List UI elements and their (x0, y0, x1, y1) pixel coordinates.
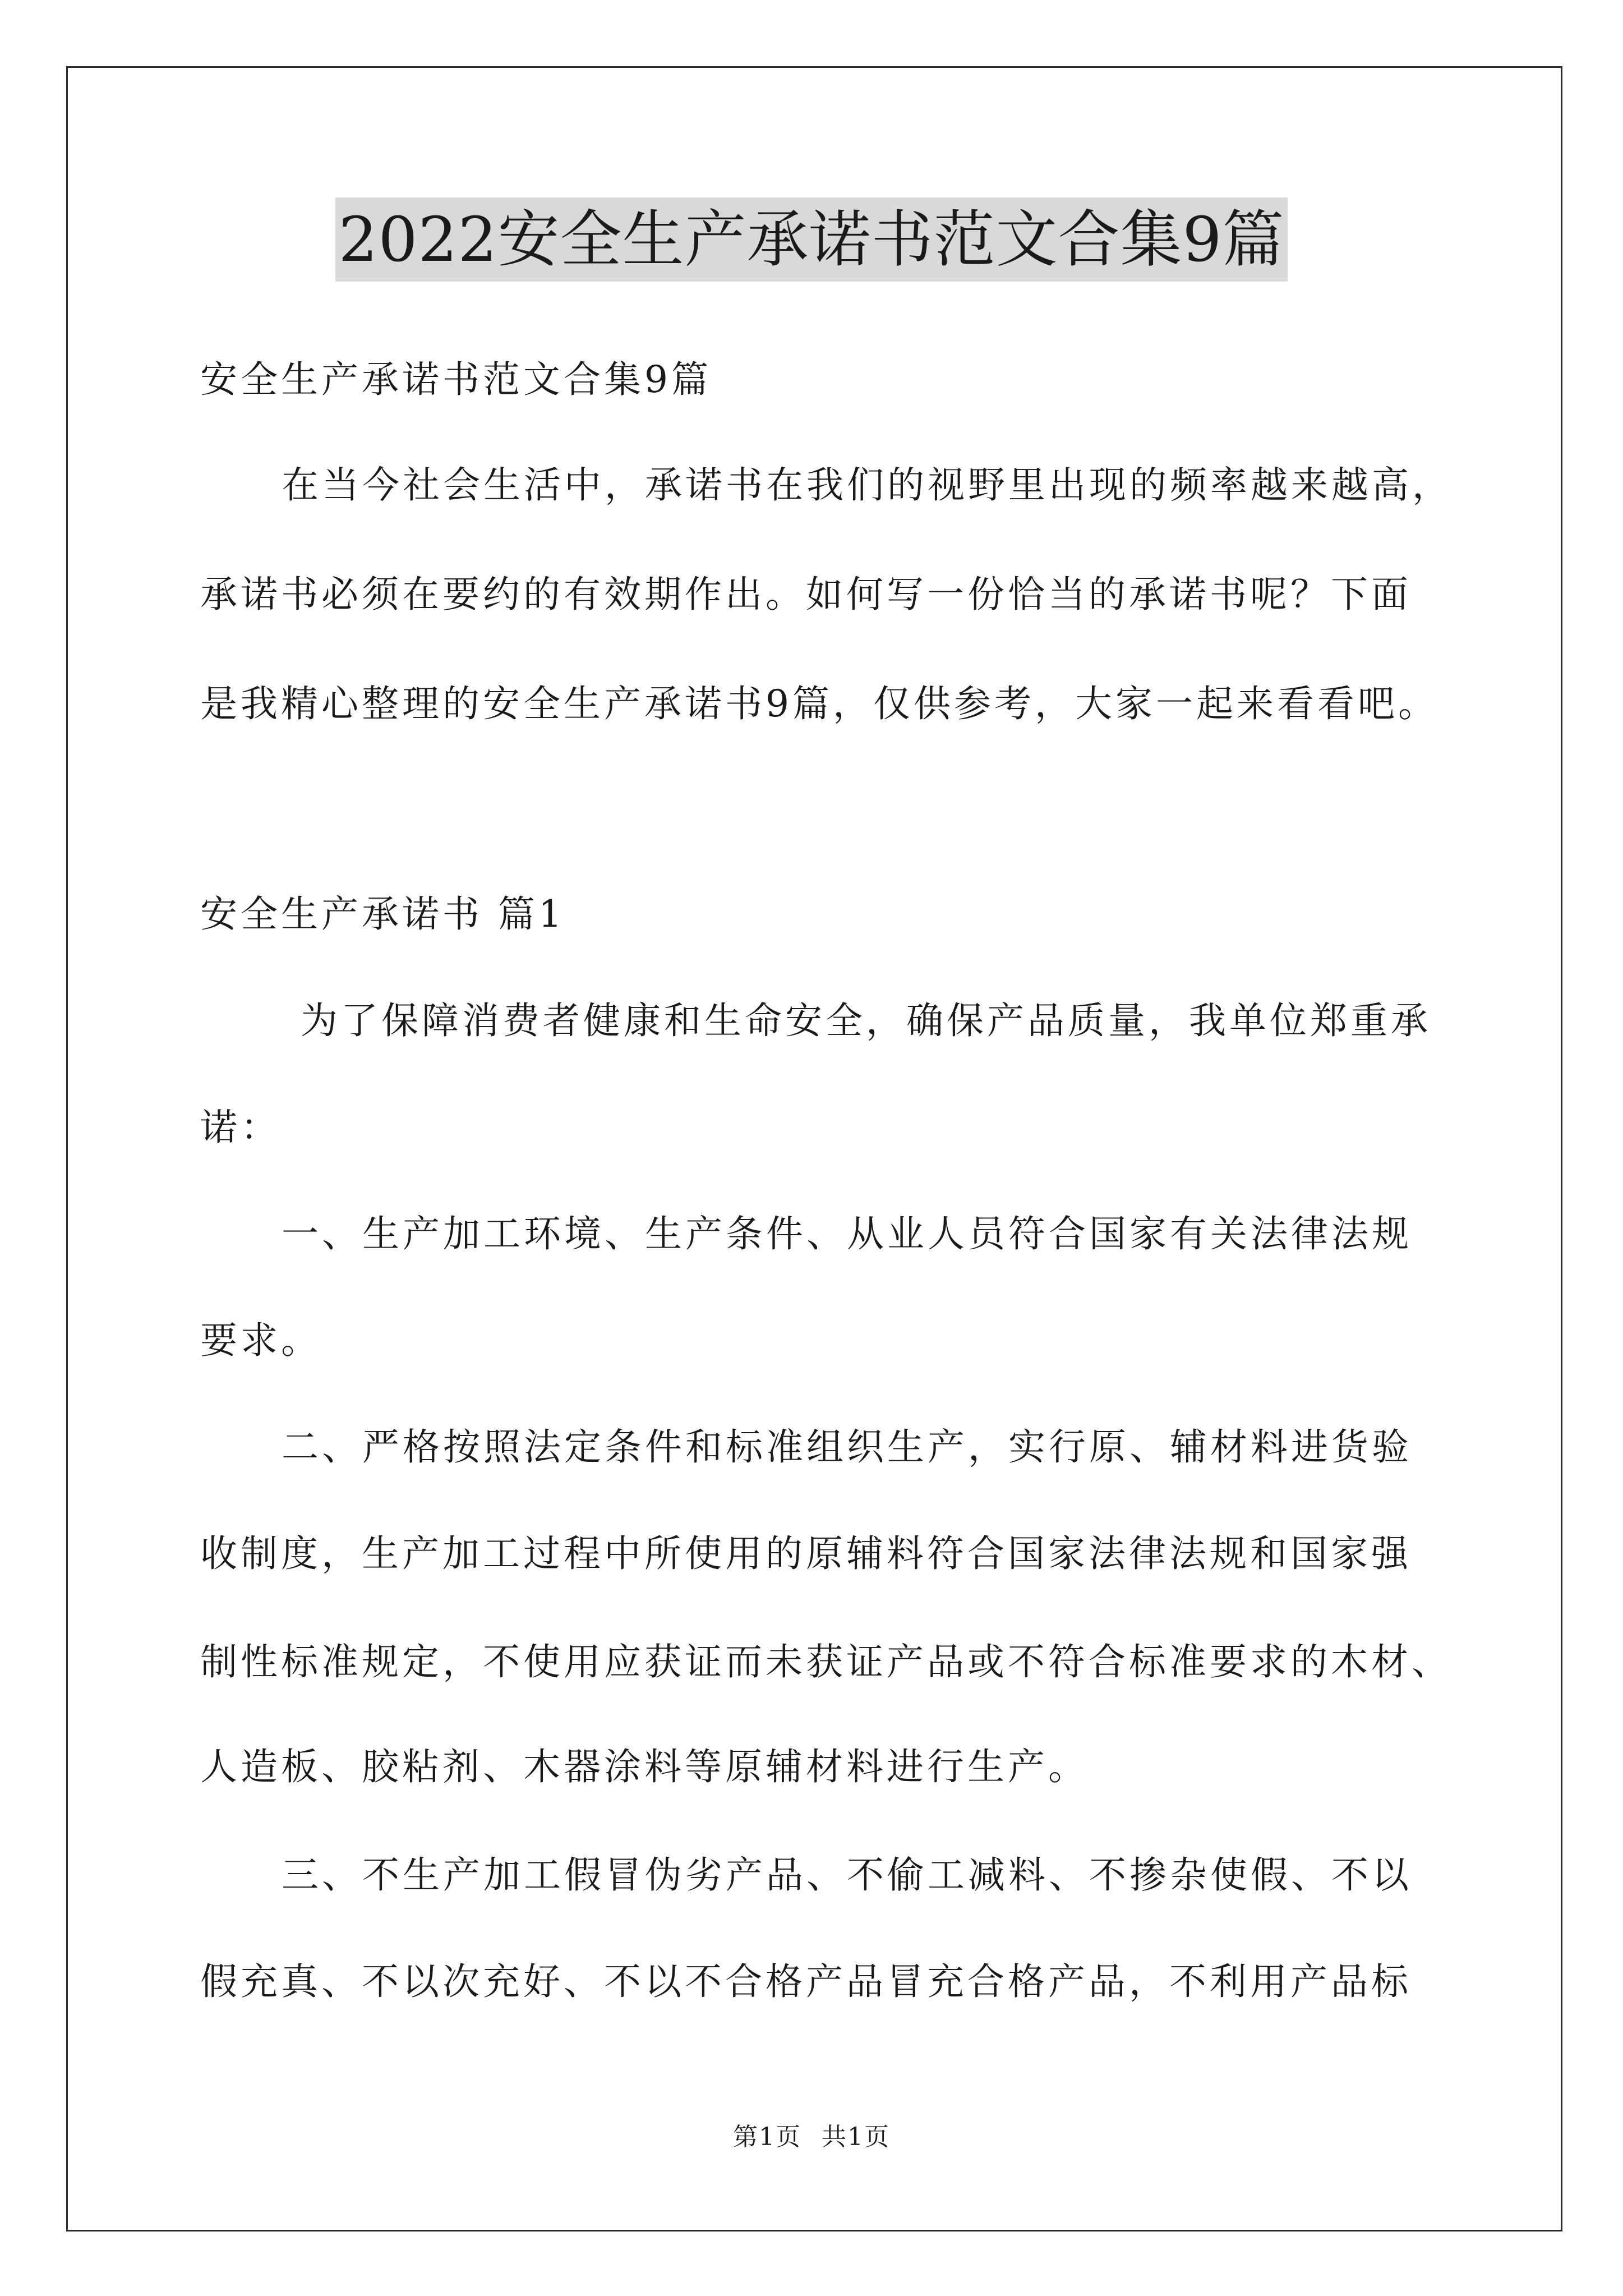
subtitle-line: 安全生产承诺书范文合集9篇 (200, 358, 712, 401)
paragraph-line: 诺： (200, 1106, 281, 1149)
intro-line-3: 是我精心整理的安全生产承诺书9篇，仅供参考，大家一起来看看吧。 (200, 682, 1438, 725)
intro-line-2: 承诺书必须在要约的有效期作出。如何写一份恰当的承诺书呢？下面 (200, 573, 1412, 616)
paragraph-line: 人造板、胶粘剂、木器涂料等原辅材料进行生产。 (200, 1745, 1089, 1788)
section-heading: 安全生产承诺书 篇1 (200, 892, 565, 936)
title-container (0, 197, 1623, 282)
paragraph-line: 二、严格按照法定条件和标准组织生产，实行原、辅材料进货验 (282, 1425, 1412, 1469)
paragraph-line: 要求。 (200, 1319, 321, 1362)
page-footer (0, 2120, 1623, 2154)
paragraph-line: 为了保障消费者健康和生命安全，确保产品质量，我单位郑重承 (301, 999, 1431, 1042)
page-number: 第1页 (733, 2123, 801, 2151)
document-title: 2022安全生产承诺书范文合集9篇 (335, 197, 1288, 282)
paragraph-line: 制性标准规定，不使用应获证而未获证产品或不符合标准要求的木材、 (200, 1640, 1452, 1683)
intro-line-1: 在当今社会生活中，承诺书在我们的视野里出现的频率越来越高， (282, 463, 1453, 507)
page-total: 共1页 (822, 2123, 890, 2151)
paragraph-line: 三、不生产加工假冒伪劣产品、不偷工减料、不掺杂使假、不以 (282, 1853, 1412, 1897)
paragraph-line: 假充真、不以次充好、不以不合格产品冒充合格产品，不利用产品标 (200, 1960, 1412, 2003)
paragraph-line: 一、生产加工环境、生产条件、从业人员符合国家有关法律法规 (282, 1212, 1412, 1255)
paragraph-line: 收制度，生产加工过程中所使用的原辅料符合国家法律法规和国家强 (200, 1532, 1412, 1575)
